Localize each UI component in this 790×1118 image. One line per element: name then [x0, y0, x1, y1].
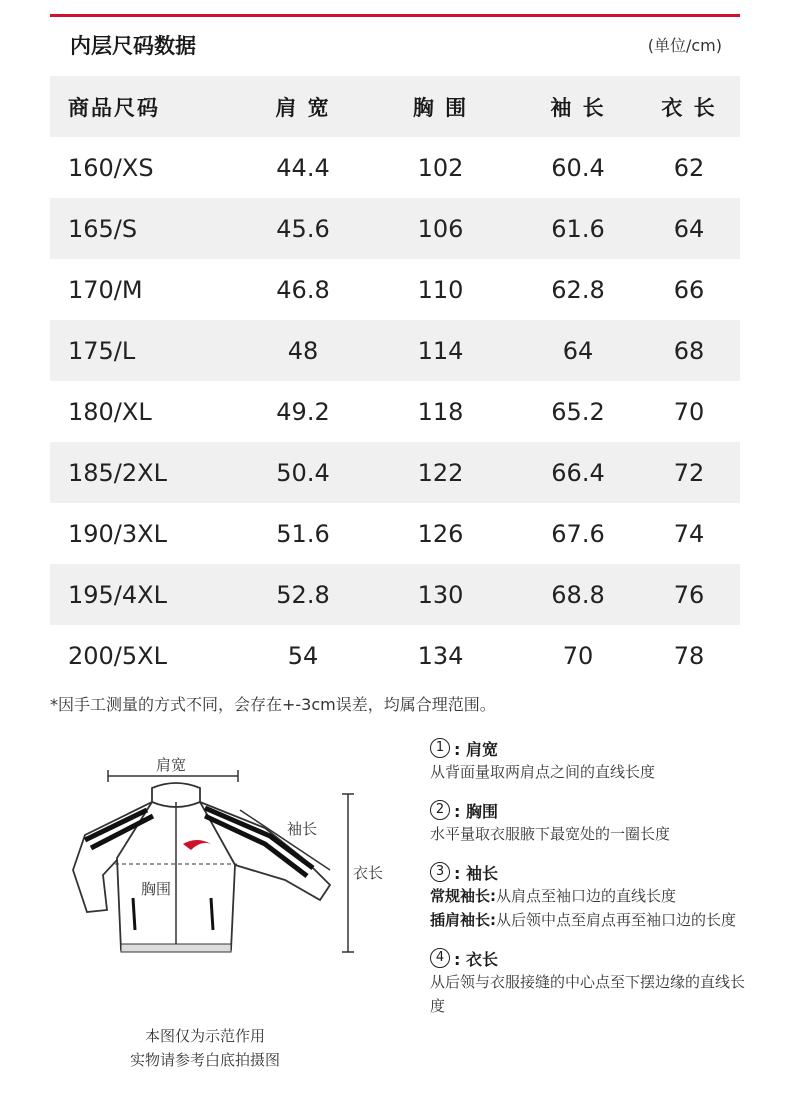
cell-chest: 110: [417, 275, 464, 304]
cell-shoulder: 54: [287, 641, 319, 670]
cell-shoulder: 45.6: [276, 214, 330, 243]
tolerance-note: *因手工测量的方式不同，会存在+-3cm误差，均属合理范围。: [50, 695, 496, 714]
cell-sleeve: 70: [562, 641, 594, 670]
cell-size: 175/L: [68, 336, 136, 365]
col-header-length: 衣 长: [661, 95, 717, 120]
cell-sleeve: 60.4: [551, 153, 605, 182]
cell-size: 195/4XL: [68, 580, 167, 609]
cell-length: 62: [673, 153, 705, 182]
table-row: [50, 564, 740, 625]
cell-chest: 126: [417, 519, 464, 548]
cell-sleeve: 67.6: [551, 519, 605, 548]
caption-line-1: 本图仅为示范作用: [144, 1027, 265, 1045]
table-row: [50, 198, 740, 259]
page-title: 内层尺码数据: [70, 34, 196, 58]
definition-title: : 肩宽: [454, 739, 498, 759]
definition-text: 从背面量取两肩点之间的直线长度: [430, 763, 656, 781]
table-row: [50, 381, 740, 442]
definition-title: : 衣长: [454, 949, 498, 969]
cell-size: 190/3XL: [68, 519, 167, 548]
definition-shoulder: [430, 736, 750, 784]
cell-size: 185/2XL: [68, 458, 167, 487]
col-header-size: 商品尺码: [68, 95, 160, 120]
cell-length: 74: [673, 519, 705, 548]
cell-chest: 102: [417, 153, 464, 182]
table-row: [50, 442, 740, 503]
table-row: [50, 625, 740, 686]
cell-length: 76: [673, 580, 705, 609]
definition-sleeve: [430, 860, 750, 932]
cell-length: 70: [673, 397, 705, 426]
unit-label: (单位/cm): [647, 36, 722, 55]
cell-sleeve: 68.8: [551, 580, 605, 609]
col-header-chest: 胸 围: [412, 95, 469, 120]
cell-sleeve: 64: [562, 336, 594, 365]
cell-size: 200/5XL: [68, 641, 167, 670]
cell-sleeve: 65.2: [551, 397, 605, 426]
definition-chest: [430, 798, 750, 846]
table-row: [50, 320, 740, 381]
definition-title: : 胸围: [454, 801, 498, 821]
cell-length: 64: [673, 214, 705, 243]
regular-sleeve-text: 从肩点至袖口边的直线长度: [496, 887, 677, 905]
number-3-icon: 3: [430, 862, 450, 882]
cell-shoulder: 52.8: [276, 580, 330, 609]
sleeve-label: 袖长: [287, 820, 318, 838]
hem-ribbing: [121, 944, 231, 952]
col-header-shoulder: 肩 宽: [275, 95, 331, 120]
cell-chest: 130: [417, 580, 464, 609]
definition-length: [430, 946, 750, 1018]
chest-label: 胸围: [141, 880, 172, 898]
raglan-sleeve-label: 插肩袖长:: [430, 911, 496, 929]
number-2-icon: 2: [430, 800, 450, 820]
number-4-icon: 4: [430, 948, 450, 968]
raglan-sleeve-text: 从后领中点至肩点再至袖口边的长度: [496, 911, 737, 929]
cell-length: 66: [673, 275, 705, 304]
cell-size: 180/XL: [68, 397, 152, 426]
cell-shoulder: 48: [287, 336, 319, 365]
cell-length: 68: [673, 336, 705, 365]
cell-size: 160/XS: [68, 153, 154, 182]
cell-chest: 122: [417, 458, 464, 487]
shoulder-label: 肩宽: [156, 756, 187, 774]
cell-chest: 134: [417, 641, 464, 670]
col-header-sleeve: 袖 长: [550, 95, 606, 120]
top-accent-line: [50, 14, 740, 17]
table-header-row: [50, 76, 740, 137]
definition-text: 从后领与衣服接缝的中心点至下摆边缘的直线长度: [430, 973, 746, 1015]
cell-shoulder: 46.8: [276, 275, 330, 304]
table-row: [50, 137, 740, 198]
cell-length: 72: [673, 458, 705, 487]
cell-shoulder: 51.6: [276, 519, 330, 548]
right-pocket: [211, 898, 213, 930]
size-table: [50, 76, 740, 686]
cell-sleeve: 61.6: [551, 214, 605, 243]
cell-shoulder: 49.2: [276, 397, 330, 426]
cell-shoulder: 44.4: [276, 153, 330, 182]
caption-line-2: 实物请参考白底拍摄图: [129, 1051, 280, 1069]
left-pocket: [133, 898, 135, 930]
cell-size: 170/M: [68, 275, 143, 304]
cell-shoulder: 50.4: [276, 458, 330, 487]
cell-chest: 118: [417, 397, 464, 426]
cell-chest: 106: [417, 214, 464, 243]
number-1-icon: 1: [430, 738, 450, 758]
cell-chest: 114: [417, 336, 464, 365]
table-row: [50, 259, 740, 320]
cell-sleeve: 62.8: [551, 275, 605, 304]
diagram-caption: [90, 1024, 320, 1072]
table-row: [50, 503, 740, 564]
jacket-diagram: [55, 740, 395, 970]
length-label: 衣长: [353, 864, 384, 882]
cell-size: 165/S: [68, 214, 138, 243]
definition-text: 水平量取衣服腋下最宽处的一圈长度: [430, 825, 671, 843]
regular-sleeve-label: 常规袖长:: [430, 887, 496, 905]
measurement-definitions: [430, 736, 750, 1032]
cell-length: 78: [673, 641, 705, 670]
cell-sleeve: 66.4: [551, 458, 605, 487]
definition-title: : 袖长: [454, 863, 498, 883]
